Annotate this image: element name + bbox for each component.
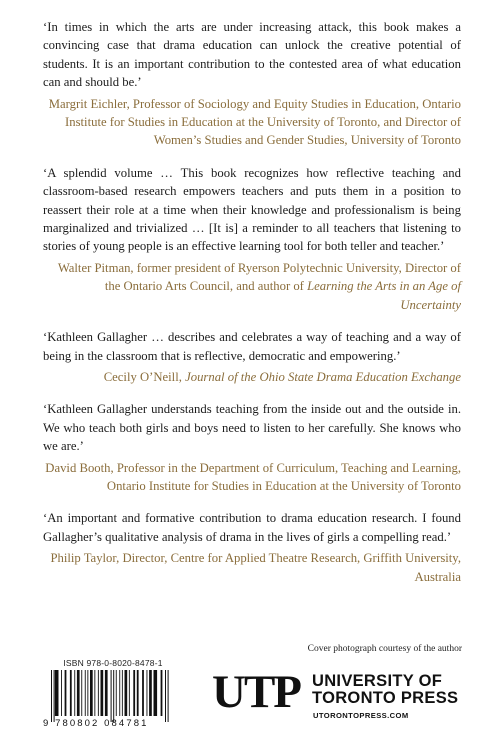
isbn-label: ISBN 978-0-8020-8478-1 — [63, 658, 163, 668]
endorsement-quote: ‘Kathleen Gallagher … describes and celebrates a way of teaching and a way of being in the classroom that is reflective, democratic and empowering.’ — [43, 330, 461, 363]
attribution-text: Walter Pitman, former president of Ryerson Polytechnic University, Director of the Ontario Arts Council, and author of — [57, 260, 461, 294]
endorsement-quote: ‘Kathleen Gallagher understands teaching from the inside out and the outside in. We who teach both girls and boys need to listen to her carefully. She knows who we are.’ — [43, 402, 461, 454]
endorsement-2 — [43, 164, 461, 314]
endorsement-quote: ‘A splendid volume … This book recognizes how reflective teaching and classroom-based research empowers teachers and puts them in a position to reassert their role at a time when their knowledge and professionalism is being marginalized and trivialized … [It is] a reminder to all teachers that listening to stories of young people is an effective learning tool for both teller and teacher.’ — [43, 165, 461, 254]
attribution-text: Margrit Eichler, Professor of Sociology and Equity Studies in Education, Ontario Institute for Studies in Education at the University of Toronto, and Director of Women’s Studies and Gender Studies, University of Toronto — [48, 96, 461, 148]
utp-logo-icon: UTP — [212, 666, 300, 718]
publisher-url: UTORONTOPRESS.COM — [313, 711, 409, 720]
publisher-name-line2: TORONTO PRESS — [312, 689, 459, 707]
endorsement-5 — [43, 509, 461, 586]
attribution-text: Cecily O’Neill, — [103, 369, 182, 384]
endorsement-attribution — [43, 368, 461, 386]
attribution-book-title: Learning the Arts in an Age of Uncertainty — [307, 279, 461, 312]
barcode-block — [43, 658, 183, 739]
endorsement-1 — [43, 18, 461, 150]
cover-photo-credit: Cover photograph courtesy of the author — [307, 644, 462, 654]
endorsement-4 — [43, 400, 461, 495]
endorsements — [43, 18, 461, 600]
endorsement-attribution — [43, 549, 461, 586]
attribution-text: David Booth, Professor in the Department of Curriculum, Teaching and Learning, Ontario Institute for Studies in Education at the University of Toronto — [45, 460, 461, 493]
endorsement-3 — [43, 328, 461, 386]
endorsement-attribution — [43, 95, 461, 150]
publisher-name — [312, 673, 458, 707]
attribution-text: Philip Taylor, Director, Centre for Applied Theatre Research, Griffith University, Australia — [50, 551, 461, 584]
attribution-journal-title: Journal of the Ohio State Drama Education Exchange — [185, 369, 461, 384]
endorsement-attribution — [43, 459, 461, 496]
endorsement-quote: ‘An important and formative contribution to drama education research. I found Gallagher’s qualitative analysis of drama in the lives of girls a compelling read.’ — [43, 511, 461, 544]
endorsement-attribution — [43, 259, 461, 314]
publisher-logo — [212, 666, 467, 720]
endorsement-quote: ‘In times in which the arts are under increasing attack, this book makes a convincing case that drama education can unlock the creative potential of students. It is an important contribution to the contested area of what education can and should be.’ — [43, 20, 461, 90]
publisher-name-line1: UNIVERSITY OF — [312, 672, 443, 690]
barcode-digits: 9 780802 084781 — [43, 718, 149, 729]
